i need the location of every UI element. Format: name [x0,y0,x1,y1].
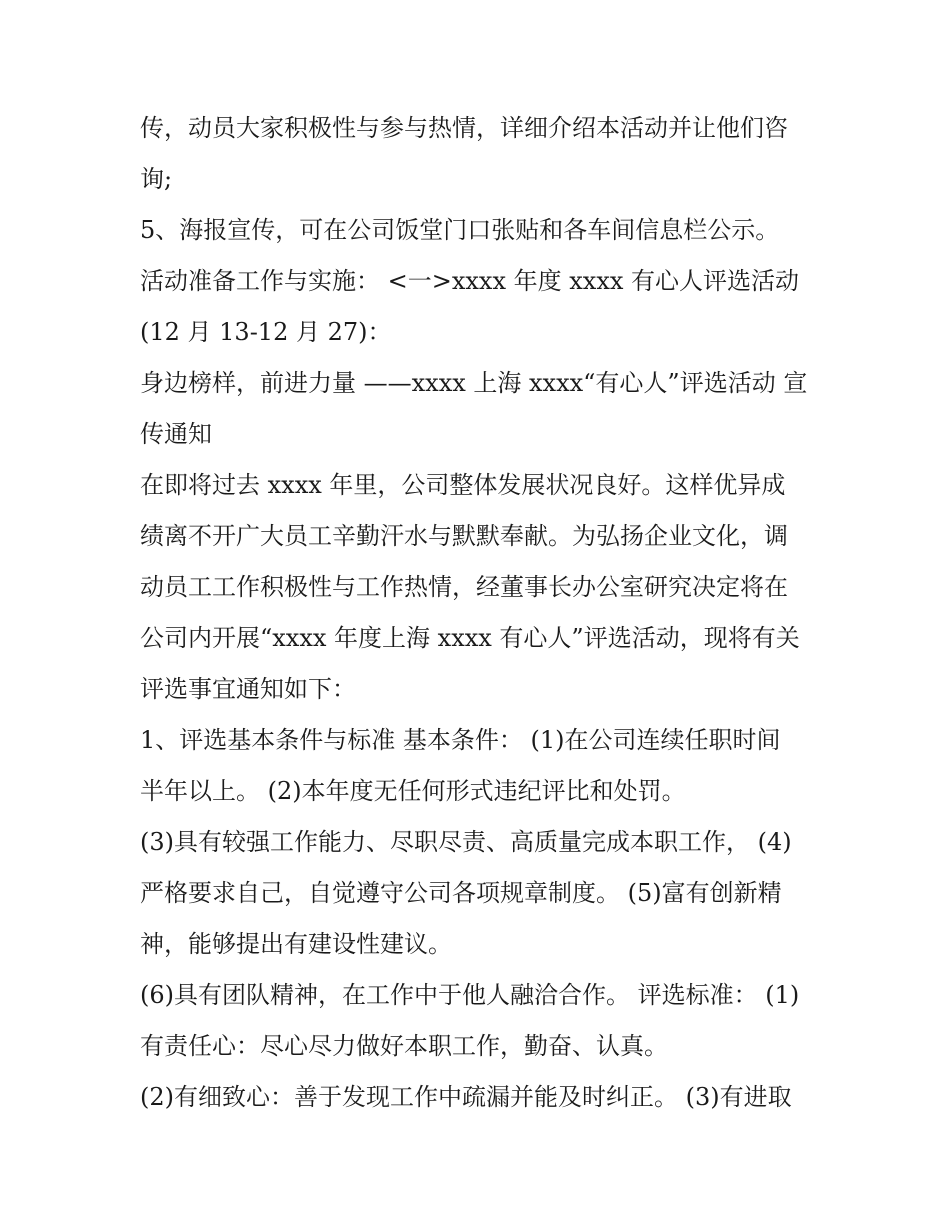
document-body [140,103,820,1123]
text-line: (6)具有团队精神，在工作中于他人融洽合作。 评选标准： (1) [140,981,800,1009]
text-line: 绩离不开广大员工辛勤汗水与默默奉献。为弘扬企业文化，调 [140,522,788,550]
text-line: (3)具有较强工作能力、尽职尽责、高质量完成本职工作， (4) [140,828,792,856]
text-line: 传通知 [140,420,212,448]
text-line: 5、海报宣传，可在公司饭堂门口张贴和各车间信息栏公示。 [140,216,780,244]
text-line: 半年以上。 (2)本年度无任何形式违纪评比和处罚。 [140,777,686,805]
text-line: 动员工工作积极性与工作热情，经董事长办公室研究决定将在 [140,573,788,601]
text-line: 活动准备工作与实施： <一>xxxx 年度 xxxx 有心人评选活动 [140,267,800,295]
text-line: 在即将过去 xxxx 年里，公司整体发展状况良好。这样优异成 [140,471,786,499]
text-line: 询; [140,165,173,193]
text-line: 评选事宜通知如下： [140,675,356,703]
text-line: (12 月 13-12 月 27)： [140,318,392,346]
text-line: 神，能够提出有建设性建议。 [140,930,452,958]
text-line: 1、评选基本条件与标准 基本条件： (1)在公司连续任职时间 [140,726,781,754]
text-line: 身边榜样，前进力量 ——xxxx 上海 xxxx“有心人”评选活动 宣 [140,369,808,397]
text-line: (2)有细致心：善于发现工作中疏漏并能及时纠正。 (3)有进取 [140,1083,792,1111]
text-line: 严格要求自己，自觉遵守公司各项规章制度。 (5)富有创新精 [140,879,782,907]
text-line: 公司内开展“xxxx 年度上海 xxxx 有心人”评选活动，现将有关 [140,624,800,652]
text-line: 有责任心：尽心尽力做好本职工作，勤奋、认真。 [140,1032,668,1060]
text-line: 传，动员大家积极性与参与热情，详细介绍本活动并让他们咨 [140,114,788,142]
